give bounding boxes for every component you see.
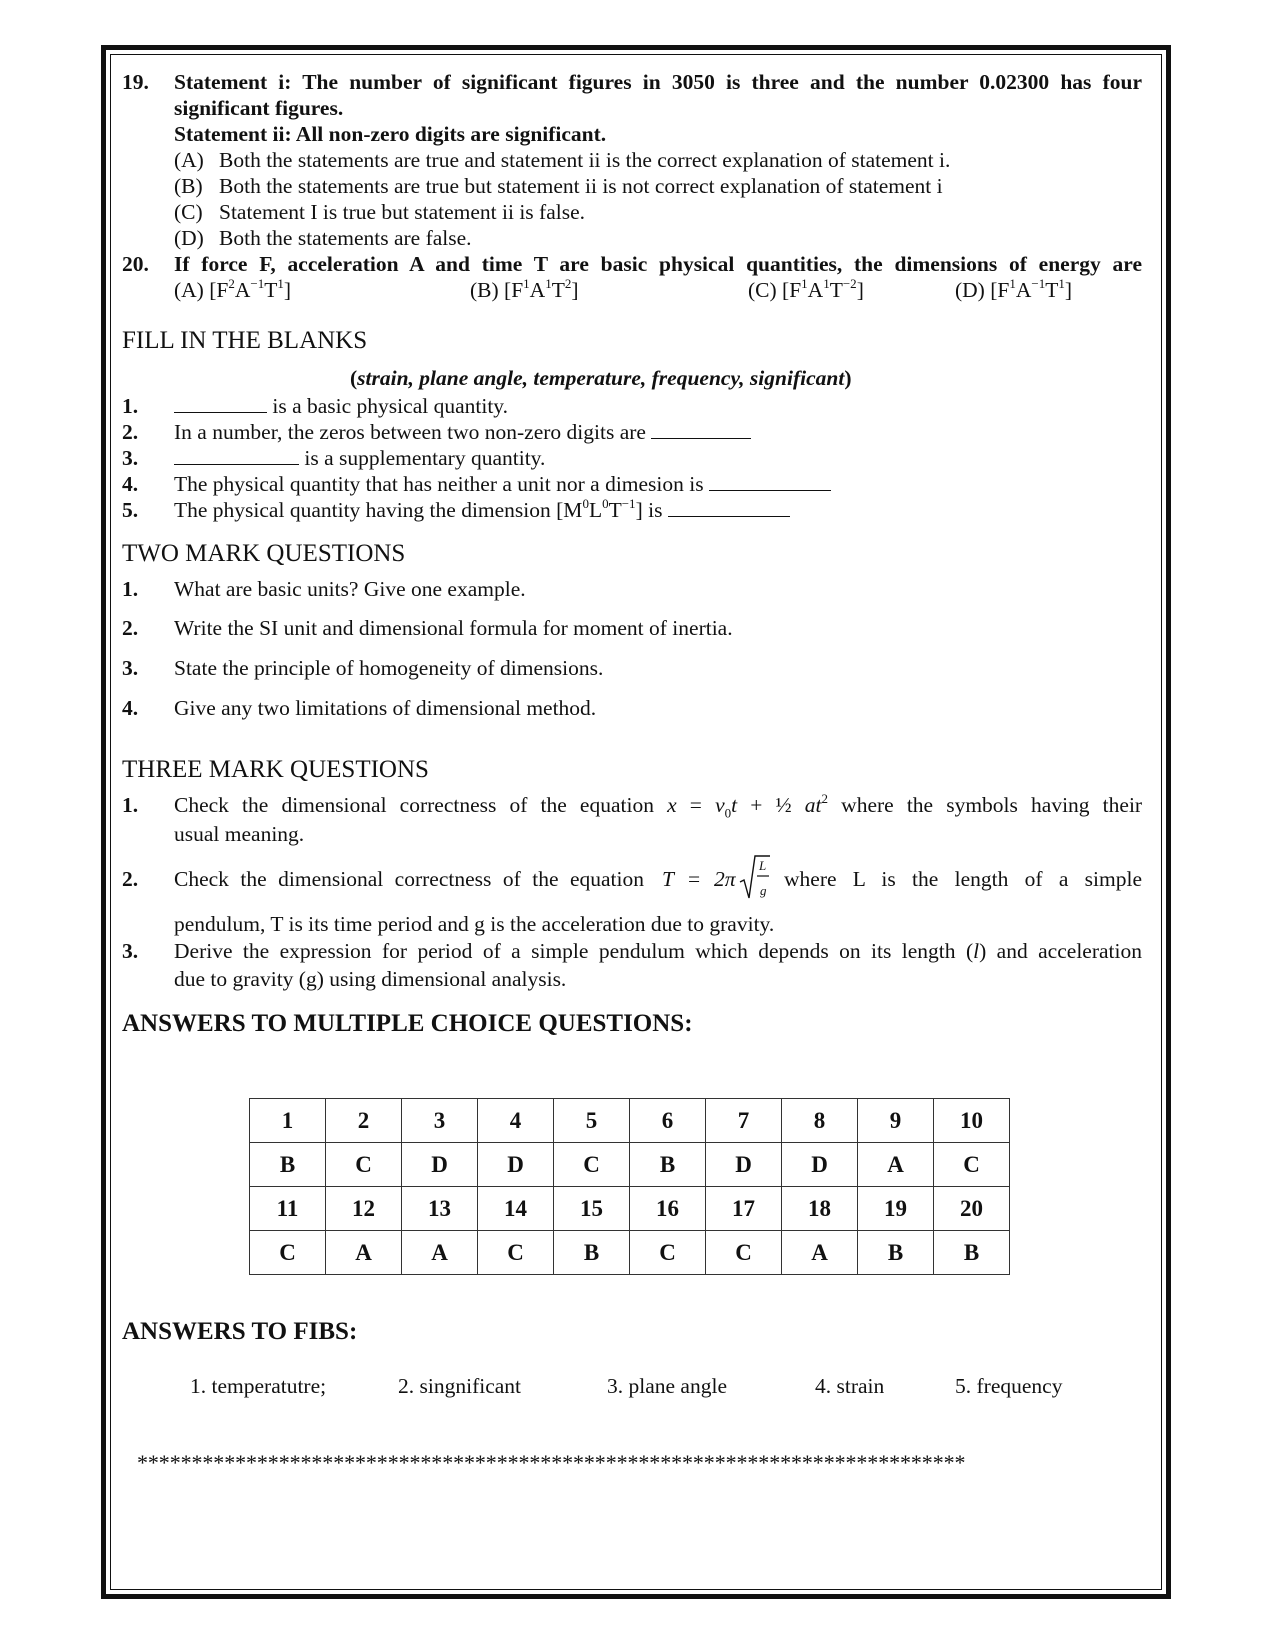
option-text: Both the statements are false. (219, 226, 472, 250)
answer-cell: B (250, 1143, 326, 1187)
eq-coef: ½ (775, 793, 792, 817)
question-number-row (250, 1099, 1010, 1143)
fib-answer-1: 1. temperatutre; (190, 1374, 327, 1398)
option-a (174, 147, 950, 174)
text-run: Check the dimensional correctness of the equation (174, 793, 654, 817)
question-number-cell: 7 (706, 1099, 782, 1143)
fib-answer-5: 5. frequency (955, 1374, 1063, 1398)
answer-cell: C (478, 1231, 554, 1275)
option-letter: (B) (174, 174, 203, 198)
option-d (955, 277, 1072, 304)
item-text: In a number, the zeros between two non-zero digits are (174, 420, 646, 444)
question-text: What are basic units? Give one example. (174, 577, 526, 601)
question-number-cell: 11 (250, 1187, 326, 1231)
option-letter: (D) (174, 226, 204, 250)
question-number-cell: 18 (782, 1187, 858, 1231)
question-text: Give any two limitations of dimensional method. (174, 696, 597, 720)
question-number: 19. (122, 70, 149, 94)
answer-row (250, 1231, 1010, 1275)
blank-line (174, 394, 267, 413)
dim-exponent: 2 (228, 276, 235, 291)
word-bank: (strain, plane angle, temperature, frequency, significant) (350, 366, 852, 390)
question-number: 20. (122, 252, 149, 276)
eq-term (715, 793, 738, 821)
dim-base: [F (504, 278, 524, 302)
answer-cell: C (934, 1143, 1010, 1187)
dim-base: T (264, 278, 278, 302)
item-number: 4. (122, 472, 139, 496)
item-number: 2. (122, 616, 139, 640)
eq-exponent: 2 (821, 791, 829, 806)
question-number-cell: 13 (402, 1187, 478, 1231)
dim-exponent: −1 (621, 496, 636, 511)
question-number-cell: 12 (326, 1187, 402, 1231)
section-heading: TWO MARK QUESTIONS (122, 540, 406, 567)
separator-line: **************************************************************************** (137, 1450, 966, 1475)
question-number-cell: 14 (478, 1187, 554, 1231)
item-number: 3. (122, 939, 139, 963)
answer-cell: A (858, 1143, 934, 1187)
item-number: 3. (122, 656, 139, 680)
question-text: significant figures. (174, 96, 344, 120)
dim-base: A (807, 278, 824, 302)
question-number-cell: 19 (858, 1187, 934, 1231)
dim-exponent: 1 (823, 276, 830, 291)
question-number-cell: 8 (782, 1099, 858, 1143)
answer-cell: A (326, 1231, 402, 1275)
question-text (174, 938, 1142, 965)
eq-var: l (973, 939, 980, 963)
option-c (174, 199, 585, 226)
question-number-row (250, 1187, 1010, 1231)
answer-cell: D (706, 1143, 782, 1187)
eq-var: at (804, 793, 822, 817)
option-a (174, 277, 291, 304)
dim-bracket: ] (283, 278, 292, 302)
eq-var: v (715, 793, 725, 817)
text-run: ) and acceleration (979, 939, 1142, 963)
answer-row (250, 1143, 1010, 1187)
fraction-numerator: L (759, 858, 767, 873)
dim-base: T (1045, 278, 1059, 302)
option-b (470, 277, 579, 304)
dim-base: A (1015, 278, 1032, 302)
option-b (174, 173, 943, 200)
dim-base: [F (782, 278, 802, 302)
section-heading: ANSWERS TO FIBS: (122, 1318, 358, 1345)
question-text: Write the SI unit and dimensional formula for moment of inertia. (174, 616, 733, 640)
statement-ii: Statement ii: All non-zero digits are significant. (174, 122, 607, 146)
eq-coef: 2π (714, 867, 736, 891)
item-number: 4. (122, 696, 139, 720)
answer-cell: B (630, 1143, 706, 1187)
item-number: 2. (122, 420, 139, 444)
question-number-cell: 20 (934, 1187, 1010, 1231)
option-letter: (B) (470, 278, 499, 302)
option-letter: (C) (748, 278, 777, 302)
question-text: Statement i: The number of significant figures in 3050 is three and the number 0.02300 has four (174, 70, 1142, 94)
dim-base: L (588, 498, 603, 522)
eq-var: x (667, 793, 677, 817)
answer-cell: C (630, 1231, 706, 1275)
item-number: 1. (122, 577, 139, 601)
item-number: 1. (122, 394, 139, 418)
item-text: is a basic physical quantity. (272, 394, 509, 418)
dim-exponent: 2 (564, 276, 572, 291)
blank-line (174, 446, 299, 465)
dim-base: T (608, 498, 622, 522)
dim-exponent: 1 (1009, 276, 1016, 291)
dim-exponent: 0 (602, 496, 609, 511)
option-c (748, 277, 864, 304)
word-bank-text: strain, plane angle, temperature, frequency, significant (357, 366, 845, 390)
eq-term (776, 793, 829, 817)
text-run: Derive the expression for period of a simple pendulum which depends on its length ( (174, 939, 974, 963)
answer-cell: A (782, 1231, 858, 1275)
text-run: where L is the length of a simple (784, 867, 1142, 891)
answer-table (249, 1098, 1010, 1275)
question-number-cell: 10 (934, 1099, 1010, 1143)
item-text: is a supplementary quantity. (304, 446, 546, 470)
option-letter: (A) (174, 148, 204, 172)
dim-exponent: 1 (523, 276, 530, 291)
option-text: Statement I is true but statement ii is false. (219, 200, 586, 224)
question-number-cell: 16 (630, 1187, 706, 1231)
answer-cell: D (402, 1143, 478, 1187)
answer-cell: B (858, 1231, 934, 1275)
section-heading: THREE MARK QUESTIONS (122, 756, 429, 783)
eq-subscript: 0 (724, 805, 732, 821)
fib-answer-2: 2. singnificant (398, 1374, 522, 1398)
question-text: usual meaning. (174, 822, 305, 846)
answer-cell: C (706, 1231, 782, 1275)
fib-answer-4: 4. strain (815, 1374, 885, 1398)
question-text: If force F, acceleration A and time T are basic physical quantities, the dimensions of energy are (174, 252, 1142, 276)
question-number-cell: 4 (478, 1099, 554, 1143)
fib-item-5 (174, 497, 790, 524)
text-run: where the symbols having their (841, 793, 1143, 817)
answer-cell: C (554, 1143, 630, 1187)
question-number-cell: 5 (554, 1099, 630, 1143)
dim-bracket: ] (1064, 278, 1073, 302)
eq-var: T (662, 867, 674, 891)
dim-base: A (529, 278, 546, 302)
dim-base: [F (209, 278, 229, 302)
question-number-cell: 3 (402, 1099, 478, 1143)
question-text: due to gravity (g) using dimensional analysis. (174, 967, 567, 991)
text-run: Check the dimensional correctness of the equation (174, 867, 644, 891)
answer-cell: C (250, 1231, 326, 1275)
option-letter: (C) (174, 200, 203, 224)
question-number-cell: 9 (858, 1099, 934, 1143)
option-d (174, 225, 472, 252)
answer-cell: D (478, 1143, 554, 1187)
dim-bracket: ] (571, 278, 579, 302)
eq-op: = (689, 793, 702, 817)
eq-op: = (688, 867, 701, 891)
question-text (174, 792, 1142, 826)
fib-item-3 (174, 445, 545, 472)
dim-exponent: 1 (277, 276, 284, 291)
fib-answer-3: 3. plane angle (607, 1374, 727, 1398)
question-text: pendulum, T is its time period and g is the acceleration due to gravity. (174, 912, 775, 936)
eq-op: + (750, 793, 763, 817)
answer-cell: B (934, 1231, 1010, 1275)
answer-cell: C (326, 1143, 402, 1187)
dim-exponent: −1 (1031, 276, 1046, 291)
dim-bracket: ] (856, 278, 864, 302)
item-text: The physical quantity having the dimension [M (174, 498, 583, 522)
option-text: Both the statements are true and statement ii is the correct explanation of statement i. (219, 148, 951, 172)
option-letter: (D) (955, 278, 985, 302)
question-number-cell: 6 (630, 1099, 706, 1143)
section-heading: ANSWERS TO MULTIPLE CHOICE QUESTIONS: (122, 1010, 693, 1037)
dim-exponent: 0 (582, 496, 589, 511)
answer-cell: D (782, 1143, 858, 1187)
item-number: 1. (122, 793, 139, 817)
dim-exponent: 1 (801, 276, 808, 291)
dim-base: T (829, 278, 843, 302)
item-number: 3. (122, 446, 139, 470)
item-number: 2. (122, 867, 139, 891)
item-text: ] is (635, 498, 663, 522)
option-letter: (A) (174, 278, 204, 302)
question-text: State the principle of homogeneity of dimensions. (174, 656, 604, 680)
dim-exponent: −1 (250, 276, 265, 291)
blank-line (668, 498, 790, 517)
fraction-denominator: g (760, 883, 767, 898)
fib-item-4 (174, 471, 831, 498)
eq-var: t (731, 793, 738, 817)
item-number: 5. (122, 498, 139, 522)
dim-exponent: −2 (842, 276, 857, 291)
question-number-cell: 17 (706, 1187, 782, 1231)
fib-item-2 (174, 419, 751, 446)
answer-cell: B (554, 1231, 630, 1275)
answer-cell: A (402, 1231, 478, 1275)
dim-exponent: 1 (1058, 276, 1065, 291)
question-number-cell: 2 (326, 1099, 402, 1143)
question-number-cell: 1 (250, 1099, 326, 1143)
dim-base: T (551, 278, 565, 302)
dim-base: A (234, 278, 251, 302)
dim-exponent: 1 (545, 276, 552, 291)
fib-item-1 (174, 393, 508, 420)
dim-base: [F (990, 278, 1010, 302)
blank-line (709, 472, 831, 491)
item-text: The physical quantity that has neither a unit nor a dimesion is (174, 472, 704, 496)
blank-line (651, 420, 751, 439)
question-number-cell: 15 (554, 1187, 630, 1231)
section-heading: FILL IN THE BLANKS (122, 327, 368, 354)
option-text: Both the statements are true but statement ii is not correct explanation of statement i (219, 174, 943, 198)
